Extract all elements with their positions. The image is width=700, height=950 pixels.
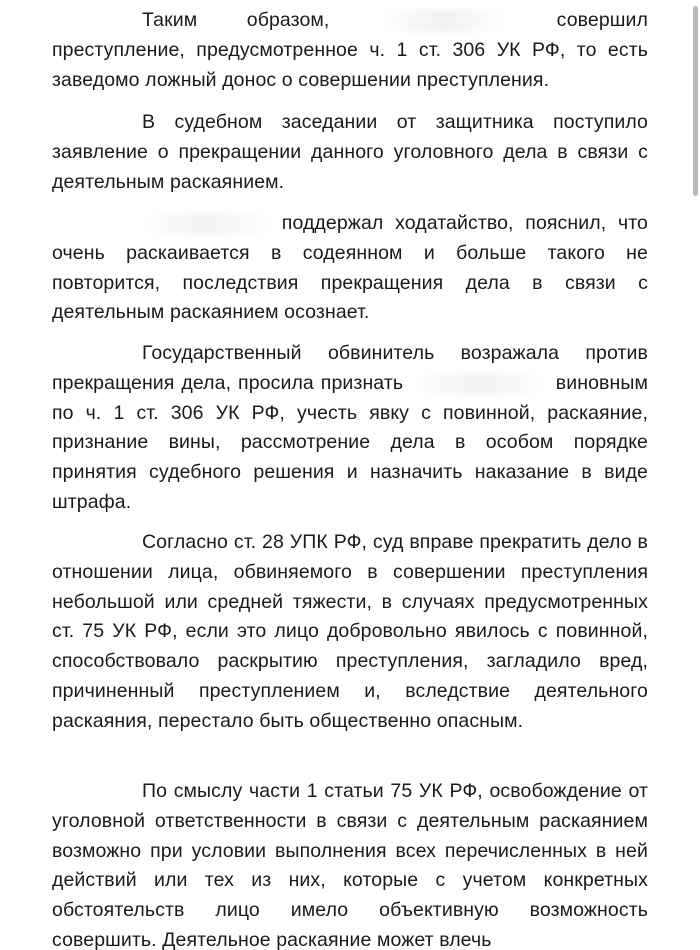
redacted-name (142, 209, 270, 239)
paragraph-2-text: В судебном заседании от защитника поступило заявление о прекращении данного уголовного дела в связи с деятельным раскаянием. (52, 111, 648, 193)
paragraph-2 (52, 108, 648, 197)
paragraph-4 (52, 339, 648, 518)
paragraph-1 (52, 6, 648, 95)
scrollbar-thumb[interactable] (693, 6, 698, 196)
paragraph-1-start: Таким образом, (142, 9, 380, 31)
redacted-name (410, 369, 549, 399)
paragraph-5 (52, 528, 648, 737)
paragraph-4-start: Государственный обвинитель возражала против прекращения дела, просила признать (52, 342, 648, 394)
paragraph-6-text: По смыслу части 1 статьи 75 УК РФ, освобождение от уголовной ответственности в связи с деятельным раскаянием возможно при условии выполнения всех перечисленных в ней действий или тех из них, которые с учетом конкретных обстоятельств лицо имело объективную возможность совершить. Деятельное раскаяние может влечь (52, 780, 648, 950)
paragraph-3-end: поддержал ходатайство, пояснил, что очень раскаивается в содеянном и больше такого не повторится, последствия прекращения дела в связи с деятельным раскаянием осознает. (52, 212, 648, 324)
paragraph-5-text: Согласно ст. 28 УПК РФ, суд вправе прекратить дело в отношении лица, обвиняемого в совершении преступления небольшой или средней тяжести, в случаях предусмотренных ст. 75 УК РФ, если это лицо добровольно явилось с повинной, способствовало раскрытию преступления, загладило вред, причиненный преступлением и, вследствие деятельного раскаяния, перестало быть общественно опасным. (52, 531, 648, 732)
paragraph-6 (52, 777, 648, 950)
paragraph-1-end: совершил преступление, предусмотренное ч. 1 ст. 306 УК РФ, то есть заведомо ложный донос о совершении преступления. (52, 9, 648, 91)
paragraph-4-end: виновным по ч. 1 ст. 306 УК РФ, учесть явку с повинной, раскаяние, признание вины, рассмотрение дела в особом порядке принятия судебного решения и назначить наказание в виде штрафа. (52, 371, 648, 513)
paragraph-3 (52, 209, 648, 328)
redacted-name (379, 6, 507, 36)
